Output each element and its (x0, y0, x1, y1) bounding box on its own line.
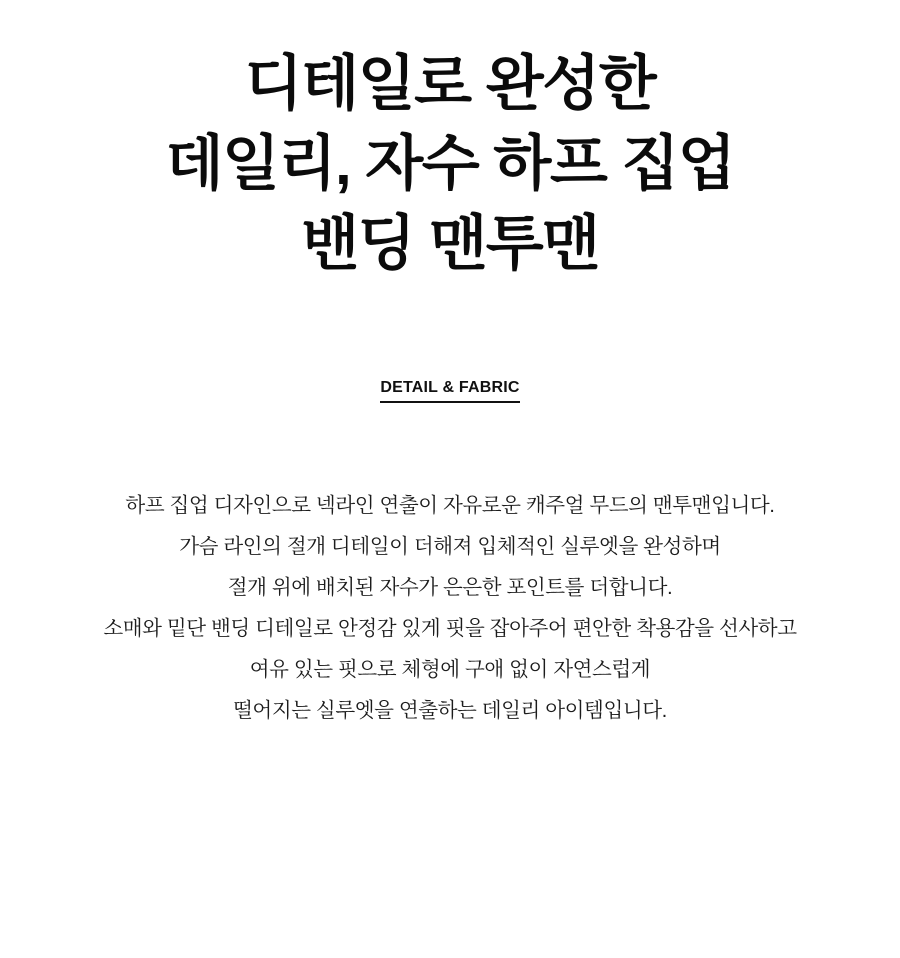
description-line-5: 여유 있는 핏으로 체형에 구애 없이 자연스럽게 (249, 658, 651, 682)
description-line-6: 떨어지는 실루엣을 연출하는 데일리 아이템입니다. (233, 699, 667, 723)
page-title-line-2: 데일리, 자수 하프 집업 (165, 129, 735, 197)
page-title (166, 44, 735, 283)
section-heading (380, 379, 519, 403)
page-title-line-1: 디테일로 완성한 (244, 50, 656, 117)
description-line-4: 소매와 밑단 밴딩 디테일로 안정감 있게 핏을 잡아주어 편안한 착용감을 선사하고 (103, 617, 797, 641)
product-description (0, 485, 900, 731)
page-title-line-3: 밴딩 맨투맨 (301, 209, 599, 277)
description-line-2: 가슴 라인의 절개 디테일이 더해져 입체적인 실루엣을 완성하며 (179, 535, 721, 559)
description-line-3: 절개 위에 배치된 자수가 은은한 포인트를 더합니다. (227, 576, 673, 600)
description-line-1: 하프 집업 디자인으로 넥라인 연출이 자유로운 캐주얼 무드의 맨투맨입니다. (125, 494, 775, 518)
section-heading-label: DETAIL & FABRIC (380, 379, 519, 403)
